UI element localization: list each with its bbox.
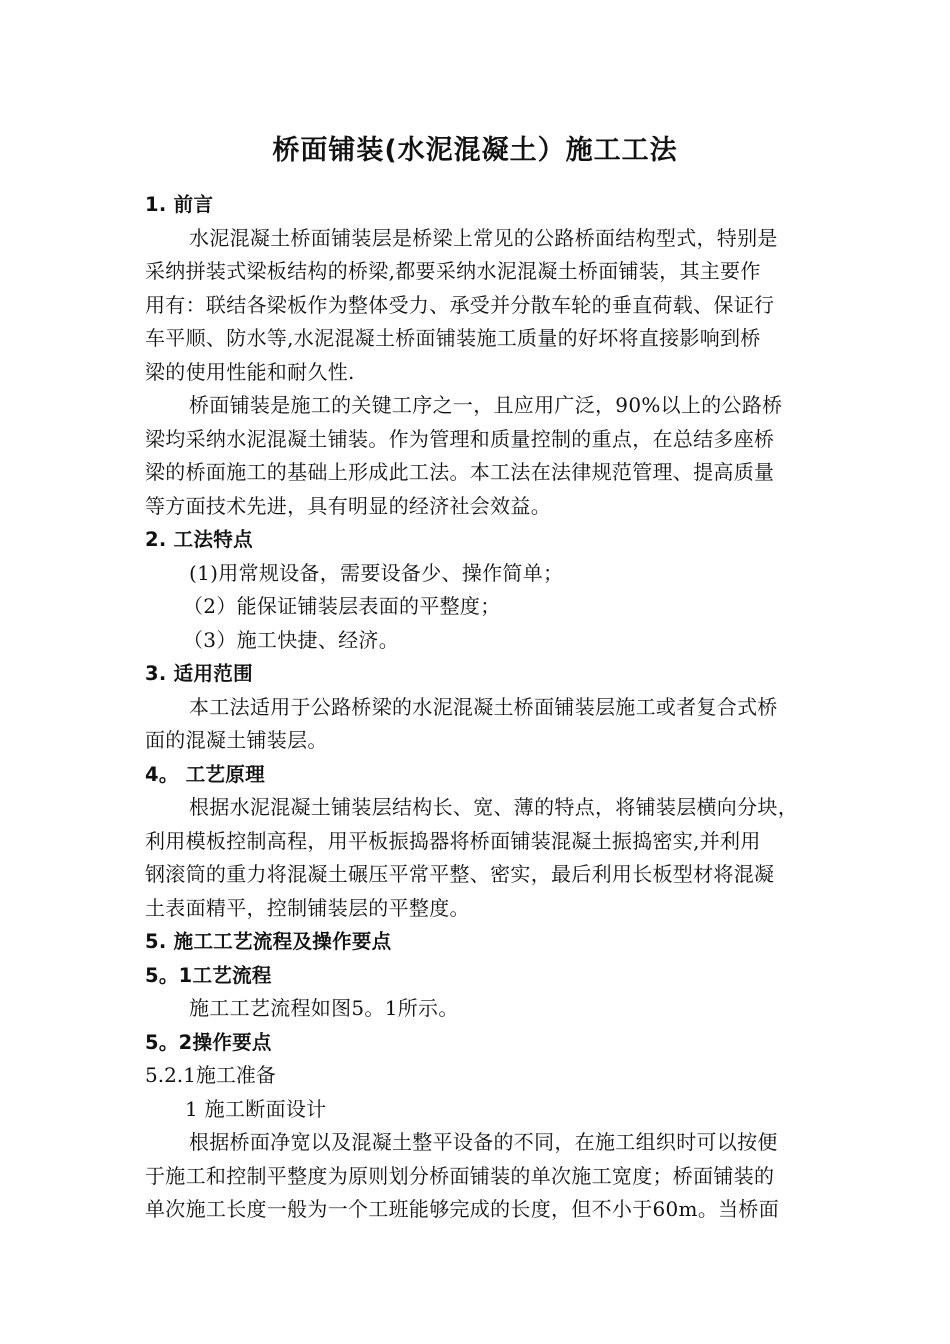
text-line: 采纳拼装式梁板结构的桥梁,都要采纳水泥混凝土桥面铺装，其主要作 (145, 259, 761, 283)
text-line: 5.2.1施工准备 (145, 1063, 276, 1087)
text-line: 1 施工断面设计 (185, 1096, 327, 1121)
document-title: 桥面铺装(水泥混凝土）施工工法 (272, 135, 678, 166)
text-line: 梁的使用性能和耐久性. (145, 359, 355, 384)
text-line: 利用模板控制高程，用平板振捣器将桥面铺装混凝土振捣密实,并利用 (145, 828, 761, 853)
section-heading: 2. 工法特点 (145, 528, 253, 551)
text-line: 本工法适用于公路桥梁的水泥混凝土桥面铺装层施工或者复合式桥 (189, 694, 778, 719)
text-line: 梁的桥面施工的基础上形成此工法。本工法在法律规范管理、提高质量 (145, 460, 775, 484)
text-line: 钢滚筒的重力将混凝土碾压平常平整、密实，最后利用长板型材将混凝 (145, 862, 775, 886)
text-line: 桥面铺装是施工的关键工序之一，且应用广泛，90%以上的公路桥 (189, 393, 783, 417)
section-heading: 5。1工艺流程 (145, 963, 272, 987)
text-line: 施工工艺流程如图5。1所示。 (189, 996, 459, 1020)
text-line: （3）施工快捷、经济。 (183, 627, 400, 652)
section-heading: 3. 适用范围 (145, 662, 253, 685)
section-heading: 5。2操作要点 (145, 1030, 272, 1054)
text-line: 梁均采纳水泥混凝土铺装。作为管理和质量控制的重点，在总结多座桥 (145, 426, 775, 451)
text-line: 面的混凝土铺装层。 (145, 728, 328, 752)
text-line: 等方面技术先进，具有明显的经济社会效益。 (145, 493, 551, 518)
section-heading: 1. 前言 (145, 193, 214, 216)
document-body (145, 188, 845, 1227)
section-heading: 5. 施工工艺流程及操作要点 (145, 930, 392, 953)
text-line: 水泥混凝土桥面铺装层是桥梁上常见的公路桥面结构型式，特别是 (189, 225, 778, 250)
text-line: 单次施工长度一般为一个工班能够完成的长度，但不小于60m。当桥面 (145, 1197, 780, 1221)
text-line: 于施工和控制平整度为原则划分桥面铺装的单次施工宽度；桥面铺装的 (145, 1163, 775, 1188)
text-line: 车平顺、防水等,水泥混凝土桥面铺装施工质量的好坏将直接影响到桥 (145, 326, 761, 350)
text-line: 根据水泥混凝土铺装层结构长、宽、薄的特点，将铺装层横向分块， (189, 795, 798, 819)
text-line: 土表面精平，控制铺装层的平整度。 (145, 895, 470, 920)
text-line: （2）能保证铺装层表面的平整度； (183, 594, 501, 618)
text-line: 用有：联结各梁板作为整体受力、承受并分散车轮的垂直荷载、保证行 (145, 292, 775, 317)
text-line: 根据桥面净宽以及混凝土整平设备的不同，在施工组织时可以按便 (189, 1130, 778, 1154)
section-heading: 4。 工艺原理 (145, 762, 265, 786)
text-line: (1)用常规设备，需要设备少、操作简单； (189, 560, 564, 585)
